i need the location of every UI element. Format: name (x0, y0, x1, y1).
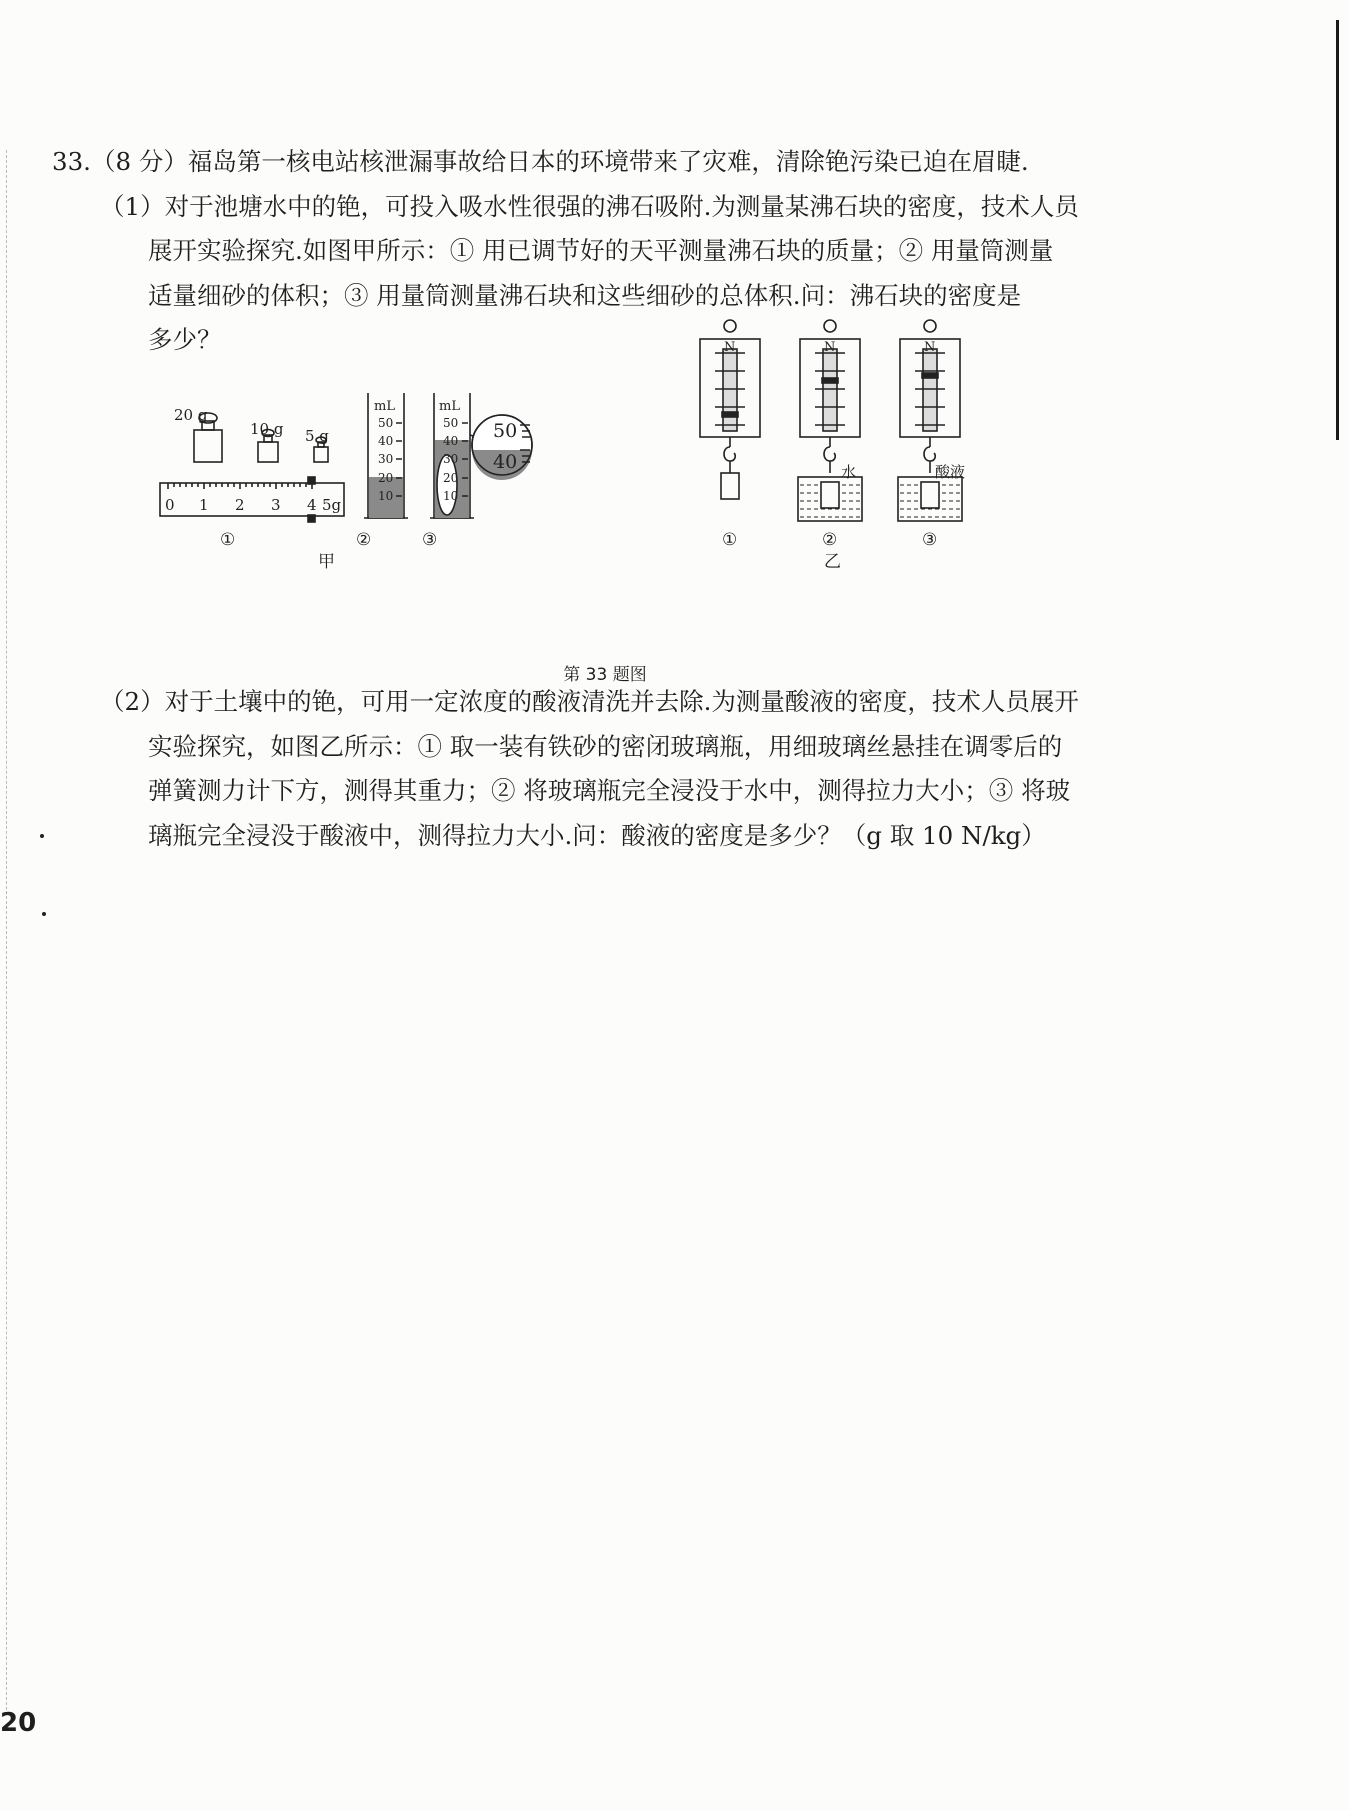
cyl2-tick-50: 50 (378, 416, 394, 430)
figure-caption: 第 33 题图 (563, 665, 647, 685)
cyl3-unit: mL (439, 399, 460, 414)
part2-line-1: （2）对于土壤中的铯，可用一定浓度的酸液清洗并去除.为测量酸液的密度，技术人员展开 (100, 687, 1079, 716)
part1-line-4: 多少？ (148, 325, 222, 354)
scale3-unit: N (924, 340, 936, 355)
page-number: 20 (0, 1708, 37, 1738)
scale1-unit: N (724, 340, 736, 355)
cyl2-tick-10: 10 (378, 489, 394, 503)
jia-label: 甲 (318, 552, 335, 572)
figure-jia (160, 393, 532, 522)
binding-dashed-line (6, 150, 7, 1710)
figure-drawing (150, 340, 1050, 685)
cyl2-tick-30: 30 (378, 452, 394, 466)
jia-step-1: ① (220, 530, 236, 550)
part1-line-2: 展开实验探究.如图甲所示：① 用已调节好的天平测量沸石块的质量；② 用量筒测量 (148, 236, 1054, 265)
cyl3-tick-10: 10 (443, 489, 459, 503)
cyl2-tick-20: 20 (378, 471, 394, 485)
part2-line-3: 弹簧测力计下方，测得其重力；② 将玻璃瓶完全浸没于水中，测得拉力大小；③ 将玻 (148, 776, 1071, 805)
part2-line-4: 璃瓶完全浸没于酸液中，测得拉力大小.问：酸液的密度是多少？（g 取 10 N/kg） (148, 820, 1046, 850)
zoom-tick-50: 50 (493, 420, 518, 442)
yi-step-1: ① (722, 530, 738, 550)
scan-speck (42, 912, 46, 916)
cyl3-tick-20: 20 (443, 471, 459, 485)
yi-label: 乙 (824, 552, 841, 572)
cyl3-tick-30: 30 (443, 452, 459, 466)
yi-step-3: ③ (922, 530, 938, 550)
question-header: 33.（8 分）福岛第一核电站核泄漏事故给日本的环境带来了灾难，清除铯污染已迫在眉睫. (52, 147, 1029, 176)
question-part2 (52, 680, 1112, 858)
zoom-tick-40: 40 (493, 451, 518, 473)
ruler-tick-0: 0 (165, 496, 175, 514)
cyl3-tick-50: 50 (443, 416, 459, 430)
liquid-label-water: 水 (841, 463, 857, 481)
ruler-tick-3: 3 (271, 496, 281, 514)
question-33 (52, 140, 1112, 363)
jia-step-2: ② (356, 530, 372, 550)
page-edge-shadow (1336, 20, 1339, 440)
jia-step-3: ③ (422, 530, 438, 550)
ruler-tick-4: 4 (307, 496, 317, 514)
weight-label-5g: 5 g (305, 427, 329, 445)
scale2-unit: N (824, 340, 836, 355)
yi-step-2: ② (822, 530, 838, 550)
part1-line-3: 适量细砂的体积；③ 用量筒测量沸石块和这些细砂的总体积.问：沸石块的密度是 (148, 280, 1022, 310)
weight-label-10g: 10 g (250, 420, 284, 438)
cyl2-unit: mL (374, 399, 395, 414)
ruler-tick-5g: 5g (322, 496, 342, 514)
cyl3-tick-40: 40 (443, 434, 459, 448)
ruler-tick-2: 2 (235, 496, 245, 514)
figure-33 (150, 340, 1050, 685)
scan-speck (40, 834, 44, 838)
cyl2-tick-40: 40 (378, 434, 394, 448)
part2-line-2: 实验探究，如图乙所示：① 取一装有铁砂的密闭玻璃瓶，用细玻璃丝悬挂在调零后的 (148, 731, 1063, 761)
ruler-tick-1: 1 (199, 496, 209, 514)
part1-line-1: （1）对于池塘水中的铯，可投入吸水性很强的沸石吸附.为测量某沸石块的密度，技术人员 (100, 191, 1079, 221)
weight-label-20g: 20 g (174, 406, 208, 424)
liquid-label-acid: 酸液 (935, 463, 966, 481)
